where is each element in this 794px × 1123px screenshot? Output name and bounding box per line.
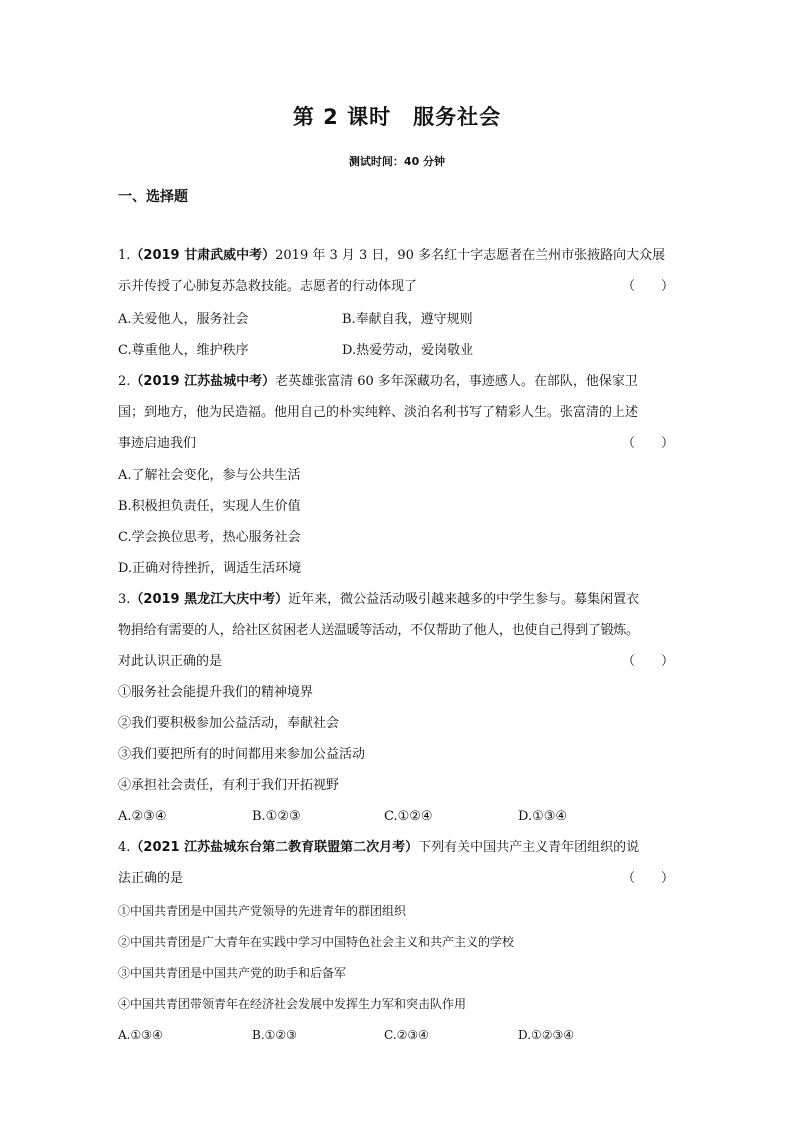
question-text: 对此认识正确的是: [118, 654, 223, 669]
question-text: 老英雄张富清 60 多年深藏功名，事迹感人。在部队，他保家卫: [275, 374, 638, 389]
question-text: 2019 年 3 月 3 日，90 多名红十字志愿者在兰州市张掖路向大众展: [275, 248, 666, 263]
statement-1: ①服务社会能提升我们的精神境界: [118, 685, 314, 700]
question-number: 2.: [118, 374, 131, 389]
section-heading: 一、选择题: [118, 189, 188, 205]
option-d: D.正确对待挫折，调适生活环境: [118, 561, 302, 576]
question-1-line-2: [118, 278, 678, 296]
question-4-line-2: [118, 870, 678, 888]
statement-1: ①中国共青团是中国共产党领导的先进青年的群团组织: [118, 904, 407, 918]
option-c: C.①②④: [384, 809, 433, 824]
question-1-line-1: [118, 247, 678, 265]
option-a: A.②③④: [118, 809, 167, 824]
page-title: 第 2 课时 服务社会: [292, 105, 502, 129]
option-b: B.积极担负责任，实现人生价值: [118, 499, 301, 514]
question-3-line-3: [118, 653, 678, 671]
option-a: A.①③④: [118, 1028, 163, 1042]
statement-3: ③中国共青团是中国共产党的助手和后备军: [118, 966, 347, 980]
question-text: 物捐给有需要的人，给社区贫困老人送温暖等活动，不仅帮助了他人，也使自己得到了锻炼。: [118, 623, 639, 638]
option-c: C.尊重他人，维护秩序: [118, 343, 249, 358]
question-text: 示并传授了心肺复苏急救技能。志愿者的行动体现了: [118, 279, 418, 294]
option-b: B.①②③: [252, 809, 301, 824]
answer-blank: （ ）: [621, 436, 674, 451]
statement-4: ④中国共青团带领青年在经济社会发展中发挥生力军和突击队作用: [118, 997, 467, 1011]
option-a: A.关爱他人，服务社会: [118, 312, 249, 327]
question-text: 事迹启迪我们: [118, 436, 197, 451]
statement-2: ②中国共青团是广大青年在实践中学习中国特色社会主义和共产主义的学校: [118, 935, 515, 949]
statement-3: ③我们要把所有的时间都用来参加公益活动: [118, 747, 366, 762]
question-text: 法正确的是: [118, 871, 184, 886]
option-d: D.①③④: [518, 809, 568, 824]
option-d: D.①②③④: [518, 1028, 575, 1042]
question-number: 3.: [118, 592, 131, 607]
option-c: C.②③④: [384, 1028, 429, 1042]
option-b: B.奉献自我，遵守规则: [342, 312, 473, 327]
option-b: B.①②③: [252, 1028, 297, 1042]
question-source: （2019 江苏盐城中考）: [130, 374, 276, 389]
option-d: D.热爱劳动，爱岗敬业: [342, 343, 474, 358]
question-source: （2019 甘肃武威中考）: [130, 248, 276, 263]
option-c: C.学会换位思考，热心服务社会: [118, 530, 301, 545]
test-time: 测试时间：40 分钟: [348, 155, 446, 168]
question-3-line-1: [118, 591, 678, 609]
question-source: （2021 江苏盐城东台第二教育联盟第二次月考）: [130, 840, 419, 855]
question-text: 近年来，微公益活动吸引越来越多的中学生参与。募集闲置衣: [288, 592, 640, 607]
question-text: 国；到地方，他为民造福。他用自己的朴实纯粹、淡泊名利书写了精彩人生。张富清的上述: [118, 405, 639, 420]
answer-blank: （ ）: [621, 279, 674, 294]
question-number: 1.: [118, 248, 131, 263]
statement-4: ④承担社会责任，有利于我们开拓视野: [118, 778, 340, 793]
statement-2: ②我们要积极参加公益活动，奉献社会: [118, 716, 340, 731]
question-2-line-3: [118, 435, 678, 453]
option-a: A.了解社会变化，参与公共生活: [118, 468, 301, 483]
question-text: 下列有关中国共产主义青年团组织的说: [418, 840, 640, 855]
question-number: 4.: [118, 840, 131, 855]
question-4-line-1: [118, 839, 678, 857]
question-3-line-2: [118, 622, 678, 640]
answer-blank: （ ）: [621, 871, 674, 886]
answer-blank: （ ）: [621, 654, 674, 669]
question-source: （2019 黑龙江大庆中考）: [130, 592, 289, 607]
question-2-line-1: [118, 373, 678, 391]
question-2-line-2: [118, 404, 678, 422]
